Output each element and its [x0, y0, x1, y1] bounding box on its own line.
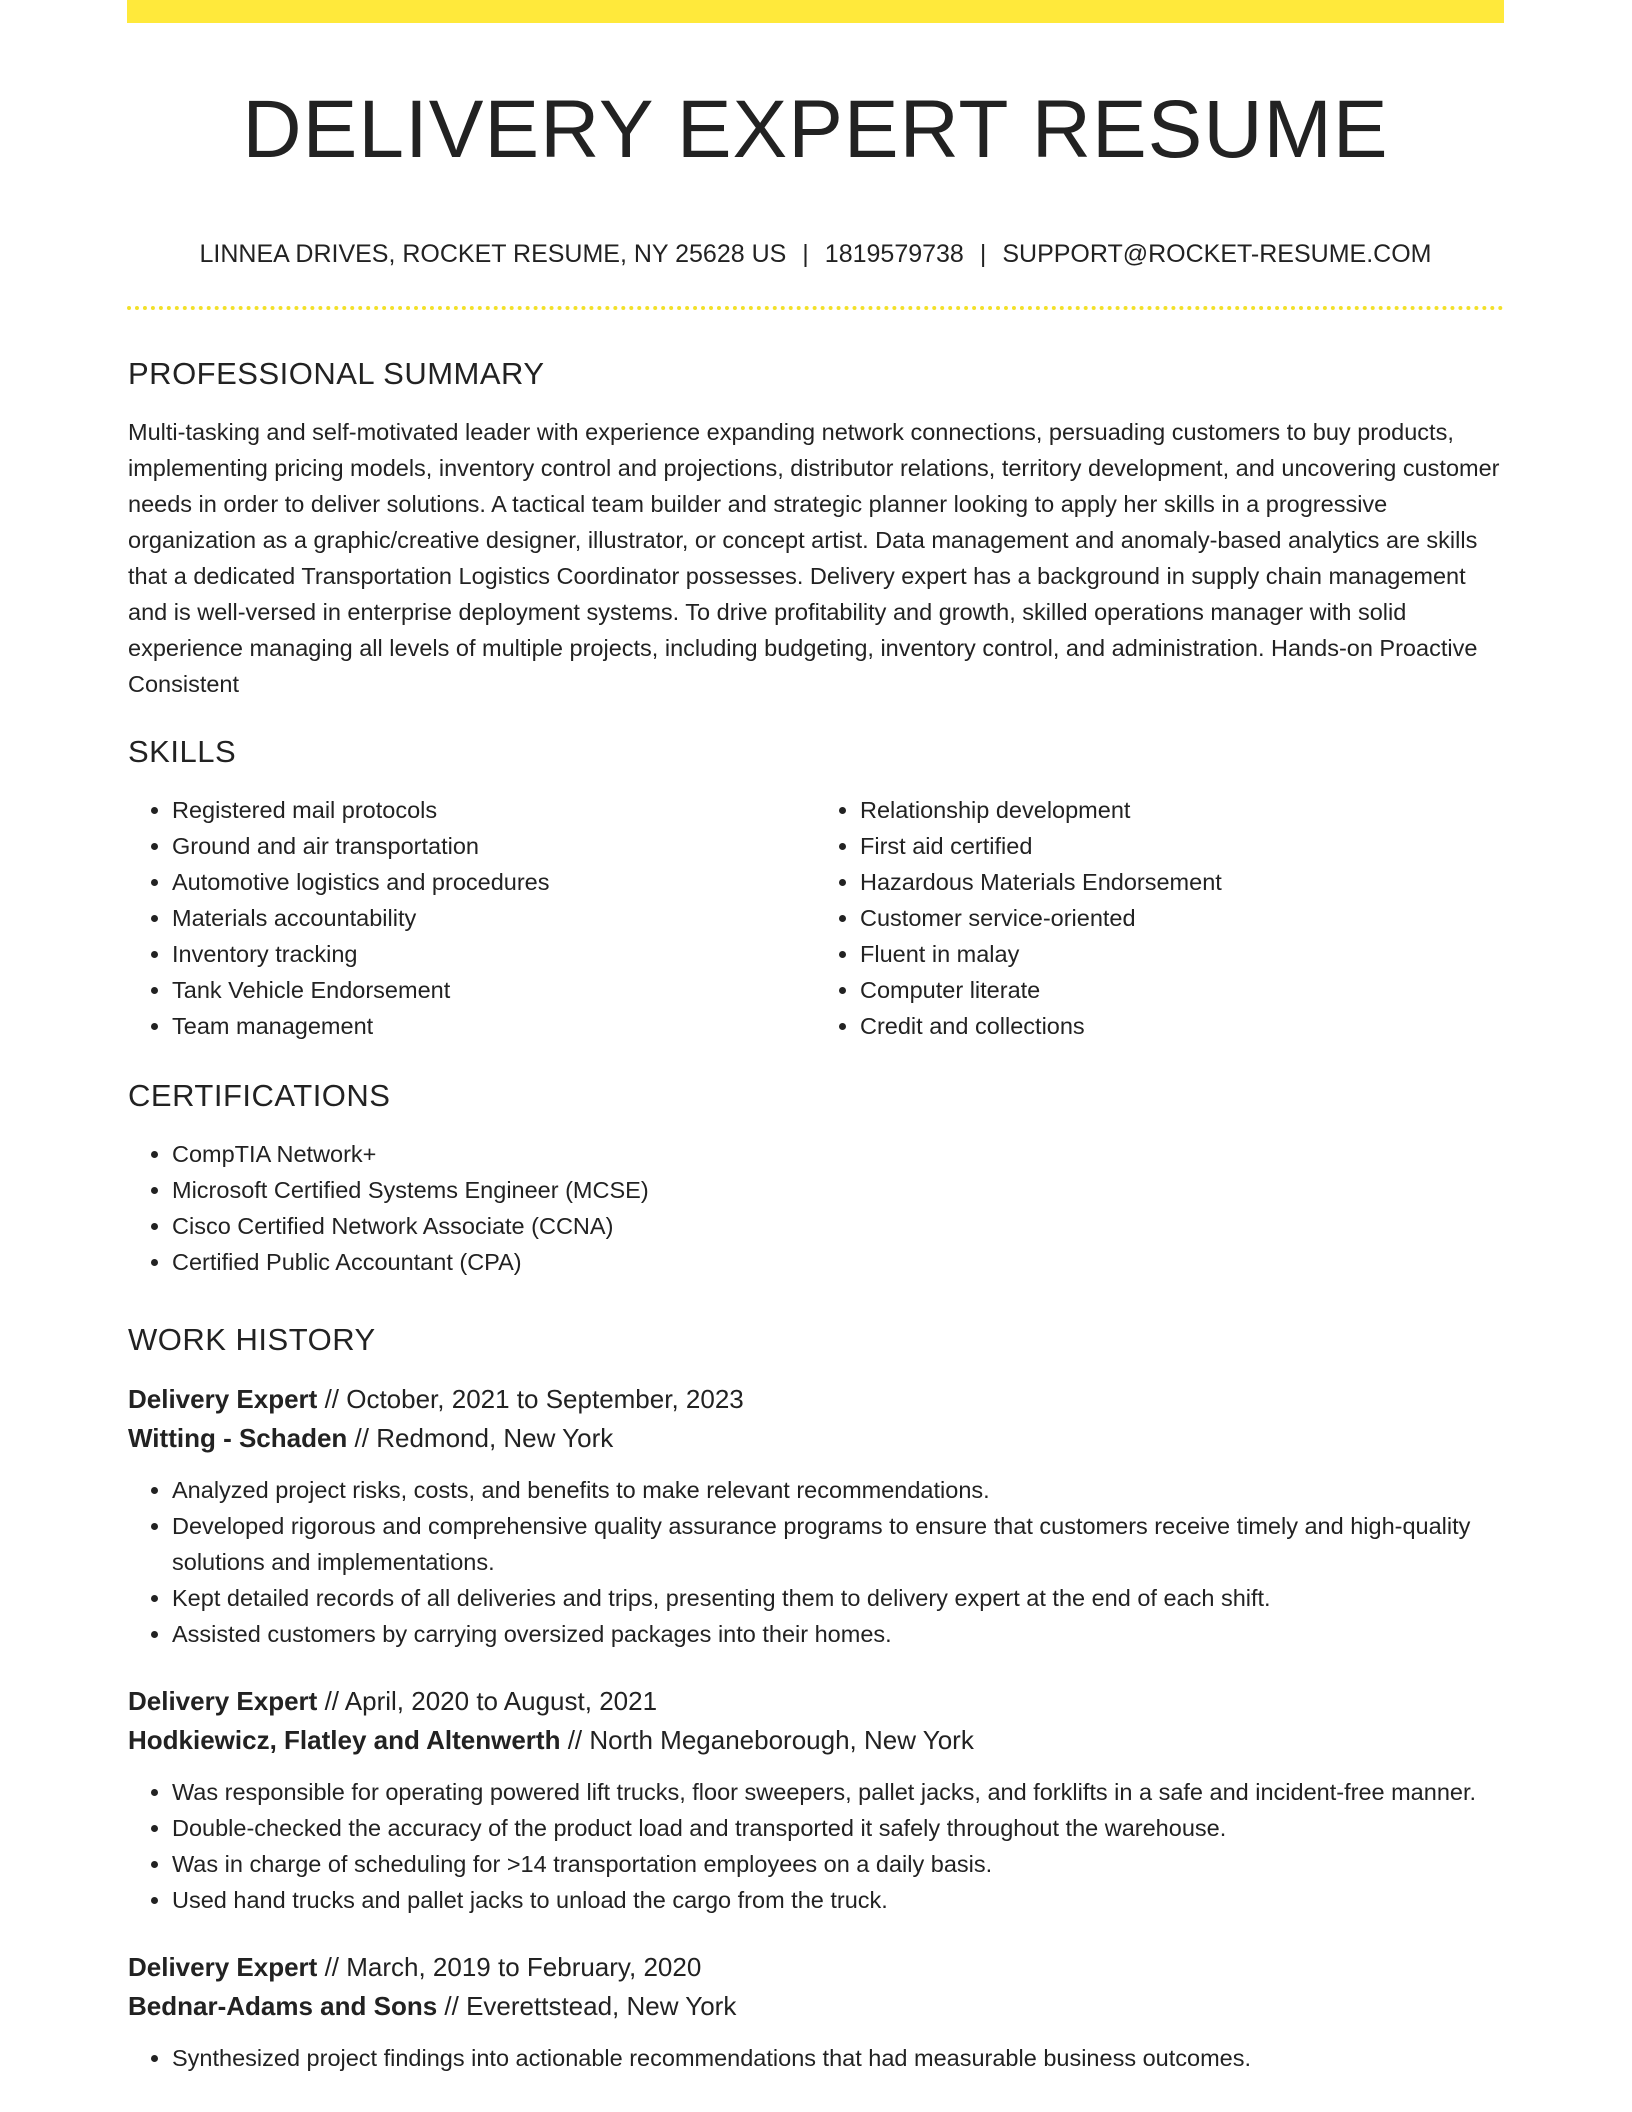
- job-title: Delivery Expert: [128, 1686, 318, 1716]
- certification-item: • Certified Public Accountant (CPA): [172, 1244, 1504, 1280]
- job-entry: [128, 1948, 1504, 2076]
- job-bullet: • Analyzed project risks, costs, and benefits to make relevant recommendations.: [172, 1472, 1504, 1508]
- job-bullet: • Was in charge of scheduling for >14 transportation employees on a daily basis.: [172, 1846, 1504, 1882]
- skill-item: • Credit and collections: [860, 1008, 1504, 1044]
- work-history-section: [128, 1318, 1504, 2076]
- skill-item: • Inventory tracking: [172, 936, 816, 972]
- certification-item: • Cisco Certified Network Associate (CCNA): [172, 1208, 1504, 1244]
- skill-item: • First aid certified: [860, 828, 1504, 864]
- job-location: // Redmond, New York: [354, 1423, 614, 1453]
- job-company-line: [128, 1419, 1504, 1458]
- skill-item: • Registered mail protocols: [172, 792, 816, 828]
- job-company-line: [128, 1987, 1504, 2026]
- job-bullets: [128, 1774, 1504, 1918]
- job-entry: [128, 1380, 1504, 1652]
- contact-line: [127, 236, 1504, 272]
- skill-item: • Tank Vehicle Endorsement: [172, 972, 816, 1008]
- job-bullets: [128, 1472, 1504, 1652]
- job-entry: [128, 1682, 1504, 1918]
- certification-item: • CompTIA Network+: [172, 1136, 1504, 1172]
- skill-item: • Fluent in malay: [860, 936, 1504, 972]
- resume-title: DELIVERY EXPERT RESUME: [242, 84, 1389, 175]
- job-bullet: • Assisted customers by carrying oversized packages into their homes.: [172, 1616, 1504, 1652]
- job-bullet: • Used hand trucks and pallet jacks to unload the cargo from the truck.: [172, 1882, 1504, 1918]
- skill-item: • Relationship development: [860, 792, 1504, 828]
- summary-heading: PROFESSIONAL SUMMARY: [128, 356, 545, 391]
- job-company: Witting - Schaden: [128, 1423, 348, 1453]
- job-location: // Everettstead, New York: [444, 1991, 737, 2021]
- skill-item: • Ground and air transportation: [172, 828, 816, 864]
- contact-email: SUPPORT@ROCKET-RESUME.COM: [1002, 240, 1432, 268]
- job-dates: // March, 2019 to February, 2020: [324, 1952, 702, 1982]
- contact-phone: 1819579738: [824, 240, 964, 268]
- job-bullet: • Developed rigorous and comprehensive quality assurance programs to ensure that customers receive timely and high-quality solutions and implementations.: [172, 1508, 1504, 1580]
- job-title: Delivery Expert: [128, 1384, 318, 1414]
- job-title-line: [128, 1380, 1504, 1419]
- skills-columns: [128, 792, 1504, 1044]
- job-dates: // October, 2021 to September, 2023: [324, 1384, 744, 1414]
- skills-section: [128, 730, 1504, 1044]
- skills-heading: SKILLS: [128, 734, 237, 769]
- dotted-divider: [127, 306, 1504, 310]
- job-dates: // April, 2020 to August, 2021: [324, 1686, 658, 1716]
- job-bullet: • Kept detailed records of all deliveries and trips, presenting them to delivery expert at the end of each shift.: [172, 1580, 1504, 1616]
- summary-text: Multi-tasking and self-motivated leader with experience expanding network connections, persuading customers to buy products, implementing pricing models, inventory control and projections, distributor relations, territory development, and uncovering customer needs in order to deliver solutions. A tactical team builder and strategic planner looking to apply her skills in a progressive organization as a graphic/creative designer, illustrator, or concept artist. Data management and anomaly-based analytics are skills that a dedicated Transportation Logistics Coordinator possesses. Delivery expert has a background in supply chain management and is well-versed in enterprise deployment systems. To drive profitability and growth, skilled operations manager with solid experience managing all levels of multiple projects, including budgeting, inventory control, and administration. Hands-on Proactive Consistent: [128, 419, 1500, 697]
- job-bullet: • Double-checked the accuracy of the product load and transported it safely throughout the warehouse.: [172, 1810, 1504, 1846]
- job-company: Bednar-Adams and Sons: [128, 1991, 438, 2021]
- skill-item: • Computer literate: [860, 972, 1504, 1008]
- summary-section: [128, 352, 1504, 702]
- skill-item: • Team management: [172, 1008, 816, 1044]
- resume-body: [128, 352, 1504, 2106]
- job-bullets: [128, 2040, 1504, 2076]
- skills-left-list: [128, 792, 816, 1044]
- work-history-heading: WORK HISTORY: [128, 1322, 376, 1357]
- certifications-list: [128, 1136, 1504, 1280]
- contact-separator: |: [979, 240, 987, 268]
- skill-item: • Hazardous Materials Endorsement: [860, 864, 1504, 900]
- job-company-line: [128, 1721, 1504, 1760]
- job-title-line: [128, 1948, 1504, 1987]
- certification-item: • Microsoft Certified Systems Engineer (MCSE): [172, 1172, 1504, 1208]
- job-title-line: [128, 1682, 1504, 1721]
- job-bullet: • Was responsible for operating powered lift trucks, floor sweepers, pallet jacks, and forklifts in a safe and incident-free manner.: [172, 1774, 1504, 1810]
- contact-separator: |: [802, 240, 809, 268]
- contact-address: LINNEA DRIVES, ROCKET RESUME, NY 25628 US: [199, 240, 787, 268]
- job-company: Hodkiewicz, Flatley and Altenwerth: [128, 1725, 561, 1755]
- skill-item: • Customer service-oriented: [860, 900, 1504, 936]
- certifications-heading: CERTIFICATIONS: [128, 1078, 391, 1113]
- job-location: // North Meganeborough, New York: [567, 1725, 974, 1755]
- job-title: Delivery Expert: [128, 1952, 318, 1982]
- skill-item: • Materials accountability: [172, 900, 816, 936]
- certifications-section: [128, 1074, 1504, 1280]
- skills-right-list: [816, 792, 1504, 1044]
- accent-bar: [127, 0, 1504, 23]
- skill-item: • Automotive logistics and procedures: [172, 864, 816, 900]
- job-bullet: • Synthesized project findings into actionable recommendations that had measurable business outcomes.: [172, 2040, 1504, 2076]
